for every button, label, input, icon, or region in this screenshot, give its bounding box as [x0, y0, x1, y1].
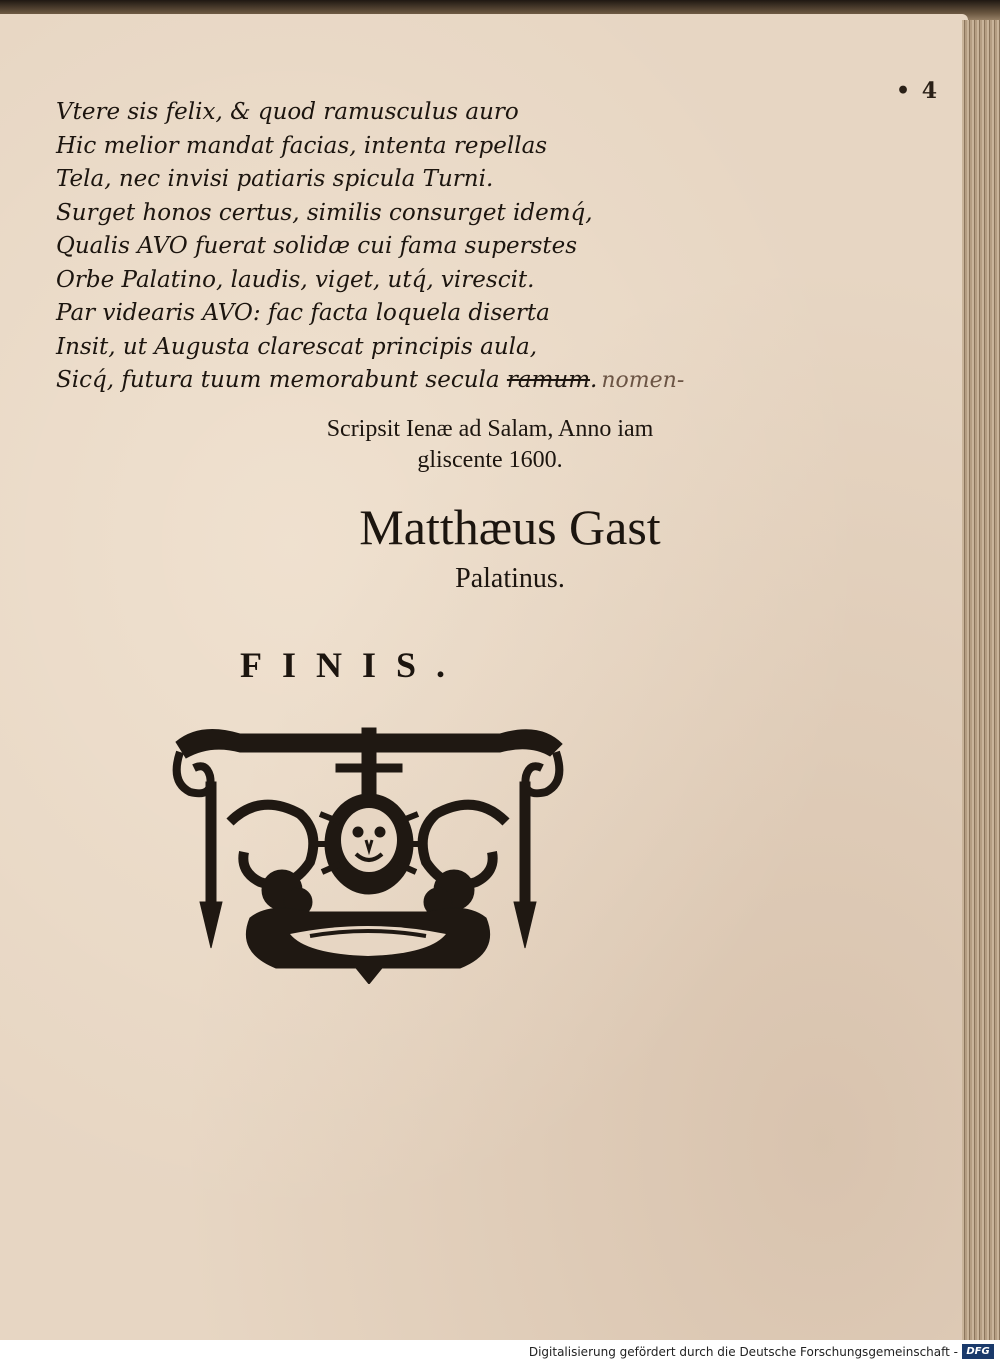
- poem-line: Par videaris AVO: fac facta loquela diserta: [56, 300, 550, 326]
- footer-credit: Digitalisierung gefördert durch die Deutsche Forschungsgemeinschaft -: [528, 1345, 958, 1359]
- struck-word: ramum: [506, 367, 591, 393]
- poem-line: Qualis AVO fuerat solidæ cui fama superstes: [56, 233, 578, 259]
- poem-last-line-end: .: [590, 367, 598, 393]
- colophon-line: gliscente 1600.: [417, 447, 563, 473]
- woodcut-ornament: [170, 722, 566, 984]
- author-origin: Palatinus.: [455, 563, 565, 594]
- page-number: • 4: [896, 78, 940, 104]
- poem: [56, 96, 696, 398]
- footer: [0, 1340, 1000, 1364]
- poem-line: Surget honos certus, similis consurget idemq́,: [56, 199, 593, 226]
- poem-line: Vtere sis felix, & quod ramusculus auro: [56, 99, 519, 125]
- poem-line: Hic melior mandat facias, intenta repellas: [56, 132, 548, 159]
- dfg-logo: DFG: [962, 1344, 994, 1359]
- poem-line: Insit, ut Augusta clarescat principis aula,: [56, 333, 538, 360]
- poem-line: Tela, nec invisi patiaris spicula Turni.: [56, 166, 494, 192]
- author-name: Matthæus Gast: [359, 499, 661, 555]
- finis-heading: FINIS.: [240, 645, 466, 685]
- page-edges: [962, 20, 1000, 1340]
- poem-line: Orbe Palatino, laudis, viget, utq́, virescit.: [56, 266, 535, 293]
- poem-last-line: [56, 364, 696, 398]
- colophon: [170, 414, 810, 476]
- author-signature: [230, 498, 790, 598]
- colophon-line: Scripsit Ienæ ad Salam, Anno iam: [326, 416, 654, 442]
- poem-last-line-text: Sicq́, futura tuum memorabunt secula: [56, 367, 507, 393]
- handwritten-note: nomen-: [601, 368, 685, 393]
